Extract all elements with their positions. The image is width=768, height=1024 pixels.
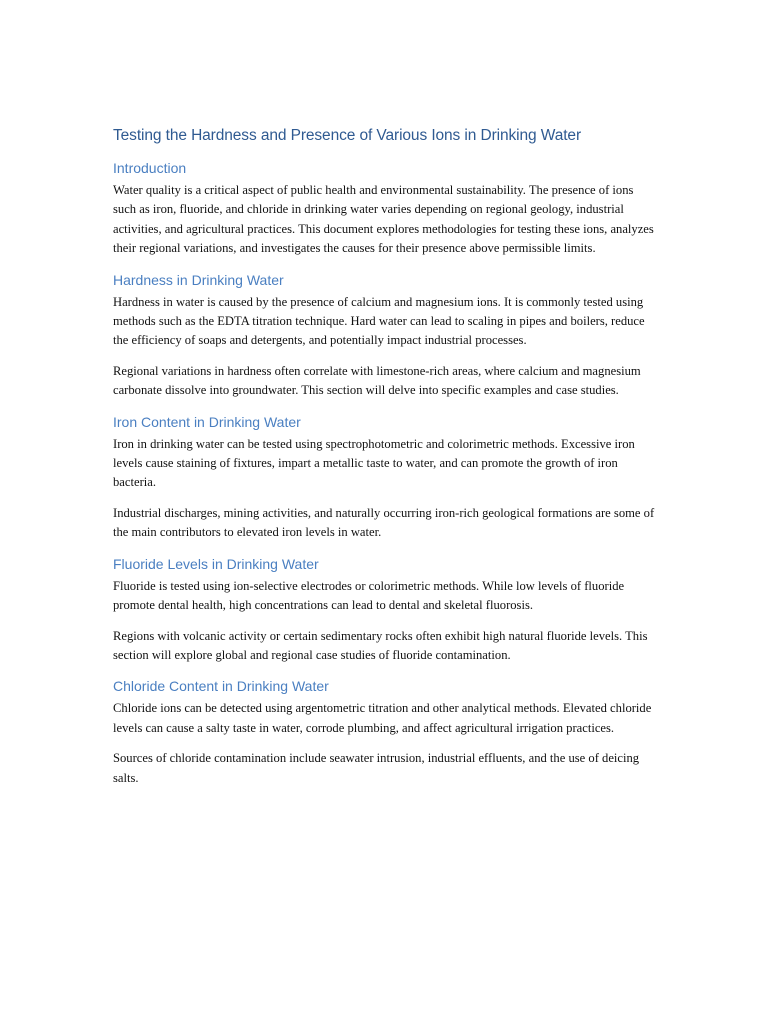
section-heading: Hardness in Drinking Water [113, 271, 284, 288]
paragraph: Hardness in water is caused by the presence of calcium and magnesium ions. It is commonly tested using methods such as the EDTA titration technique. Hard water can lead to scaling in pipes and boilers, reduce the efficiency of soaps and detergents, and potentially impact industrial processes. [113, 294, 645, 348]
paragraph: Sources of chloride contamination include seawater intrusion, industrial effluents, and the use of deicing salts. [113, 751, 640, 785]
document-body [113, 126, 659, 799]
document-title: Testing the Hardness and Presence of Various Ions in Drinking Water [113, 127, 582, 144]
section-fluoride [113, 554, 659, 666]
section-heading: Fluoride Levels in Drinking Water [113, 555, 319, 572]
section-heading: Chloride Content in Drinking Water [113, 678, 329, 695]
paragraph: Industrial discharges, mining activities, and naturally occurring iron-rich geological formations are some of the main contributors to elevated iron levels in water. [113, 505, 655, 540]
paragraph: Chloride ions can be detected using argentometric titration and other analytical methods. Elevated chloride levels can cause a salty taste in water, corrode plumbing, and affect agricultural irrigation practices. [113, 701, 652, 735]
section-introduction [113, 158, 659, 259]
paragraph: Water quality is a critical aspect of public health and environmental sustainability. The presence of ions such as iron, fluoride, and chloride in drinking water varies depending on regional geology, industrial activities, and agricultural practices. This document explores methodologies for testing these ions, analyzes their regional variations, and investigates the causes for their presence above permissible limits. [113, 183, 654, 256]
section-chloride [113, 676, 659, 788]
paragraph: Regional variations in hardness often correlate with limestone-rich areas, where calcium and magnesium carbonate dissolve into groundwater. This section will delve into specific examples and case studies. [113, 363, 641, 398]
paragraph: Iron in drinking water can be tested using spectrophotometric and colorimetric methods. Excessive iron levels cause staining of fixtures, impart a metallic taste to water, and can promote the growth of iron bacteria. [113, 436, 635, 490]
section-hardness [113, 270, 659, 401]
section-heading: Iron Content in Drinking Water [113, 413, 301, 430]
paragraph: Fluoride is tested using ion-selective electrodes or colorimetric methods. While low levels of fluoride promote dental health, high concentrations can lead to dental and skeletal fluorosis. [113, 578, 625, 613]
section-iron [113, 412, 659, 543]
section-heading: Introduction [113, 160, 187, 176]
paragraph: Regions with volcanic activity or certain sedimentary rocks often exhibit high natural fluoride levels. This section will explore global and regional case studies of fluoride contamination. [113, 628, 648, 662]
